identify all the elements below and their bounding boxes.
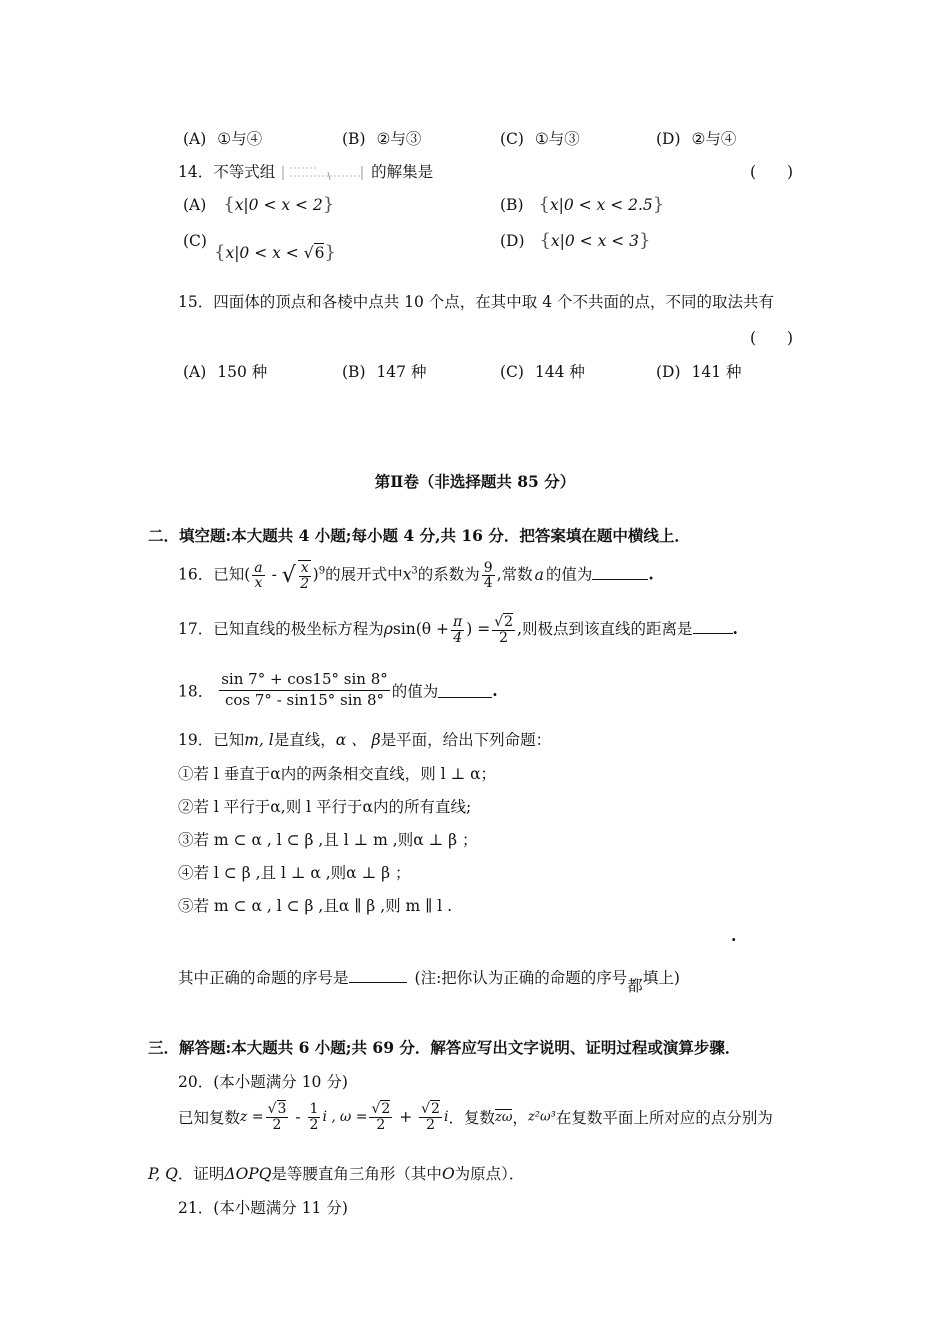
q14-option-a bbox=[183, 194, 334, 215]
q13-option-b-label: (B) bbox=[342, 130, 366, 148]
q20-text-a: 已知复数 bbox=[178, 1109, 241, 1128]
sqrt-symbol-icon: √ bbox=[281, 563, 296, 589]
section2-heading: 二．填空题:本大题共 4 小题;每小题 4 分,共 16 分．把答案填在题中横线上． bbox=[148, 526, 690, 545]
q16-exponent: 9 bbox=[318, 565, 326, 577]
q17-sin-open: sin(θ + bbox=[392, 620, 450, 639]
q19-planes: α 、 β bbox=[335, 731, 381, 749]
q19-lines: m, l bbox=[244, 731, 274, 749]
q20-head: 20．(本小题满分 10 分) bbox=[178, 1073, 348, 1091]
q20-i2: i bbox=[443, 1109, 449, 1126]
q17-tail: ,则极点到该直线的距离是 bbox=[517, 620, 693, 639]
q16-end: 的值为 bbox=[545, 565, 593, 584]
q20-frac-sqrt2-over-2-b: $\frac{√2}{2}$ bbox=[421, 1101, 440, 1133]
q18-tail: 的值为 bbox=[391, 682, 439, 701]
q20-frac-sqrt2-over-2-a: $\frac{√2}{2}$ bbox=[371, 1101, 391, 1133]
q13-option-a-label: (A) bbox=[183, 130, 207, 148]
q15-option-c-text: 144 种 bbox=[534, 363, 585, 381]
q17-eq: ) = bbox=[466, 620, 491, 639]
q14-option-b-set: x|0 < x < 2.5 bbox=[549, 196, 653, 214]
q18-answer-blank[interactable] bbox=[438, 683, 492, 698]
right-brace-icon: } bbox=[639, 230, 651, 251]
q17-prefix: 17．已知直线的极坐标方程为 bbox=[178, 620, 384, 639]
q20-z2w3: z²ω³ bbox=[527, 1109, 556, 1125]
q20-i1: i , bbox=[322, 1109, 336, 1126]
q20-text-b: ．复数 bbox=[448, 1109, 495, 1128]
q15-option-c-label: (C) bbox=[500, 363, 524, 381]
q18: 18． $\frac{\sin 7^\circ + \cos 15^\circ \sin 8^\circ}{\cos 7^\circ - \sin 15^\circ \sin 8^\circ}$ 的值为 . bbox=[178, 670, 498, 709]
q20-body-line1 bbox=[178, 1102, 773, 1132]
q16-mid: 的展开式中 bbox=[325, 565, 403, 584]
q14-label: 14．不等式组 bbox=[178, 163, 276, 181]
q20-conj-zw: zω bbox=[494, 1109, 513, 1125]
q20-origin: O bbox=[441, 1165, 455, 1183]
q19-proposition-1: ①若 l 垂直于α内的两条相交直线，则 l ⊥ α； bbox=[178, 765, 497, 783]
q20-points: P, Q bbox=[148, 1165, 178, 1183]
q15-option-a-label: (A) bbox=[183, 363, 207, 381]
q15-option-b-label: (B) bbox=[342, 363, 366, 381]
q20-line2-c: 是等腰直角三角形（其中 bbox=[271, 1165, 442, 1183]
q16-minus: - bbox=[266, 565, 282, 584]
q20-comma: ， bbox=[512, 1109, 528, 1128]
q19-proposition-4: ④若 l ⊂ β ,且 l ⊥ α ,则α ⊥ β ； bbox=[178, 864, 411, 882]
q14-option-c-set-text: x|0 < x < bbox=[225, 244, 304, 262]
q19-proposition-5: ⑤若 m ⊂ α , l ⊂ β ,且α ∥ β ,则 m ∥ l . bbox=[178, 897, 453, 915]
q19-proposition-3: ③若 m ⊂ α , l ⊂ β ,且 l ⊥ m ,则α ⊥ β ； bbox=[178, 831, 478, 849]
q16-x-exponent: 3 bbox=[411, 565, 418, 577]
q16-coef: 的系数为 bbox=[417, 565, 480, 584]
q17-frac-pi-over-4: $\frac{\pi}{4}$ bbox=[453, 614, 463, 646]
right-brace-icon: } bbox=[324, 242, 336, 263]
q20-frac-1-over-2: $\frac{1}{2}$ bbox=[309, 1101, 319, 1133]
q13-option-c-text: ①与③ bbox=[534, 130, 580, 148]
q13-options bbox=[183, 127, 262, 149]
q20-line2-d: 为原点）． bbox=[454, 1165, 525, 1183]
q18-fraction: $\frac{\sin 7^\circ + \cos 15^\circ \sin 8^\circ}{\cos 7^\circ - \sin 15^\circ \sin 8^\circ}$ bbox=[221, 670, 388, 709]
q15-option-a bbox=[183, 360, 267, 382]
sqrt-symbol-icon: √ bbox=[371, 1101, 381, 1117]
q19-stem-b: 是直线， bbox=[273, 731, 336, 749]
q16-tail: ,常数 bbox=[496, 565, 533, 584]
q15-option-d-label: (D) bbox=[656, 363, 681, 381]
q15-option-c bbox=[500, 360, 585, 382]
q19-answer bbox=[178, 966, 680, 995]
q16-frac-9-over-4: $\frac{9}{4}$ bbox=[483, 559, 493, 592]
q17-rho: ρ bbox=[383, 620, 393, 639]
q19-answer-b: (注:把你认为正确的命题的序号 bbox=[414, 969, 628, 987]
sqrt-symbol-icon: √ bbox=[494, 614, 504, 630]
q19-answer-a: 其中正确的命题的序号是 bbox=[178, 969, 349, 987]
q19-answer-emphasis: 都 bbox=[627, 977, 643, 995]
q14-suffix: 的解集是 bbox=[371, 163, 434, 181]
q14-option-b bbox=[500, 194, 664, 215]
q21-head: 21．(本小题满分 11 分) bbox=[178, 1199, 348, 1217]
inequality-system-graphic bbox=[280, 164, 366, 182]
q14-option-d bbox=[500, 230, 651, 251]
q20-minus: - bbox=[290, 1108, 306, 1127]
sqrt-symbol-icon: √ bbox=[303, 244, 314, 262]
q14-option-b-label: (B) bbox=[500, 196, 524, 214]
left-brace-icon: { bbox=[539, 230, 551, 251]
q17-frac-sqrt2-over-2: $\frac{√2}{2}$ bbox=[494, 614, 514, 646]
q13-option-c-label: (C) bbox=[500, 130, 524, 148]
q15-stem: 15．四面体的顶点和各棱中点共 10 个点，在其中取 4 个不共面的点，不同的取法共有 bbox=[178, 293, 775, 311]
q18-label: 18． bbox=[178, 682, 214, 701]
q13-option-d-label: (D) bbox=[656, 130, 681, 148]
q20-z: z = bbox=[240, 1109, 264, 1126]
emphasis-dot-icon: · bbox=[731, 930, 737, 949]
q14-option-c-set bbox=[214, 242, 336, 263]
left-brace-icon: { bbox=[538, 194, 550, 215]
q16-frac-a-over-x: $\frac{a}{x}$ bbox=[254, 559, 263, 592]
q19-answer-blank[interactable] bbox=[349, 968, 407, 983]
q20-frac-sqrt3-over-2: $\frac{√3}{2}$ bbox=[267, 1101, 287, 1133]
q15-option-b bbox=[342, 360, 426, 382]
q14-inequality-system-image bbox=[280, 164, 366, 182]
q14-option-a-set: x|0 < x < 2 bbox=[234, 196, 323, 214]
q14-option-d-set: x|0 < x < 3 bbox=[550, 232, 640, 250]
q13-option-b bbox=[342, 127, 421, 149]
q15-answer-blank: ( ) bbox=[750, 329, 794, 347]
part2-title: 第Ⅱ卷（非选择题共 85 分） bbox=[374, 472, 576, 491]
q16: 16．已知( $\frac{a}{x}$ - √ $\frac{x}{2}$ )$^9$的展开式中$x^3$的系数为 $\frac{9}{4}$ ,常数 a 的值为 . bbox=[178, 559, 654, 592]
q13-option-d bbox=[656, 127, 736, 149]
q16-x-power: x bbox=[402, 565, 412, 584]
section3-heading: 三．解答题:本大题共 6 小题;共 69 分．解答应写出文字说明、证明过程或演算步骤． bbox=[148, 1038, 741, 1057]
q15-option-b-text: 147 种 bbox=[376, 363, 427, 381]
right-brace-icon: } bbox=[322, 194, 335, 215]
q19-stem bbox=[178, 728, 551, 750]
q20-line2-b: ．证明 bbox=[177, 1165, 225, 1183]
q15-option-d bbox=[656, 360, 741, 382]
q17: 17．已知直线的极坐标方程为ρsin(θ + $\frac{\pi}{4}$ ) = $\frac{√2}{2}$ ,则极点到该直线的距离是 . bbox=[178, 614, 738, 646]
q19-answer-d: 填上) bbox=[642, 969, 680, 987]
q13-option-d-text: ②与④ bbox=[691, 130, 737, 148]
q19-proposition-2: ②若 l 平行于α,则 l 平行于α内的所有直线; bbox=[178, 798, 472, 816]
q19-stem-c: 是平面，给出下列命题： bbox=[380, 731, 552, 749]
q14-option-c-label: (C) bbox=[183, 232, 207, 250]
q16-frac-x-over-2: $\frac{x}{2}$ bbox=[298, 560, 311, 591]
q14-option-d-label: (D) bbox=[500, 232, 525, 250]
q15-option-d-text: 141 种 bbox=[691, 363, 742, 381]
q13-option-c bbox=[500, 127, 580, 149]
q14-stem bbox=[178, 160, 433, 182]
q13-option-a-text: ①与④ bbox=[217, 130, 263, 148]
q15-option-a-text: 150 种 bbox=[217, 363, 268, 381]
q14-option-c-radicand: 6 bbox=[314, 244, 325, 262]
q20-text-d: 在复数平面上所对应的点分别为 bbox=[555, 1109, 773, 1128]
right-brace-icon: } bbox=[652, 194, 665, 215]
q17-answer-blank[interactable] bbox=[693, 619, 733, 634]
q13-option-b-text: ②与③ bbox=[376, 130, 422, 148]
q20-omega: ω = bbox=[339, 1109, 368, 1126]
sqrt-symbol-icon: √ bbox=[421, 1101, 431, 1117]
sqrt-symbol-icon: √ bbox=[267, 1101, 277, 1117]
q20-plus: + bbox=[394, 1108, 418, 1127]
left-brace-icon: { bbox=[214, 242, 226, 263]
q20-body-line2 bbox=[148, 1162, 524, 1184]
q14-option-a-label: (A) bbox=[183, 196, 207, 214]
q20-triangle: ΔOPQ bbox=[224, 1165, 272, 1183]
q16-const-a: a bbox=[534, 565, 544, 584]
q16-answer-blank[interactable] bbox=[592, 565, 648, 580]
q14-answer-blank: ( ) bbox=[750, 163, 794, 181]
left-brace-icon: { bbox=[223, 194, 235, 215]
q19-stem-a: 19．已知 bbox=[178, 731, 245, 749]
q16-prefix: 16．已知( bbox=[178, 565, 251, 584]
